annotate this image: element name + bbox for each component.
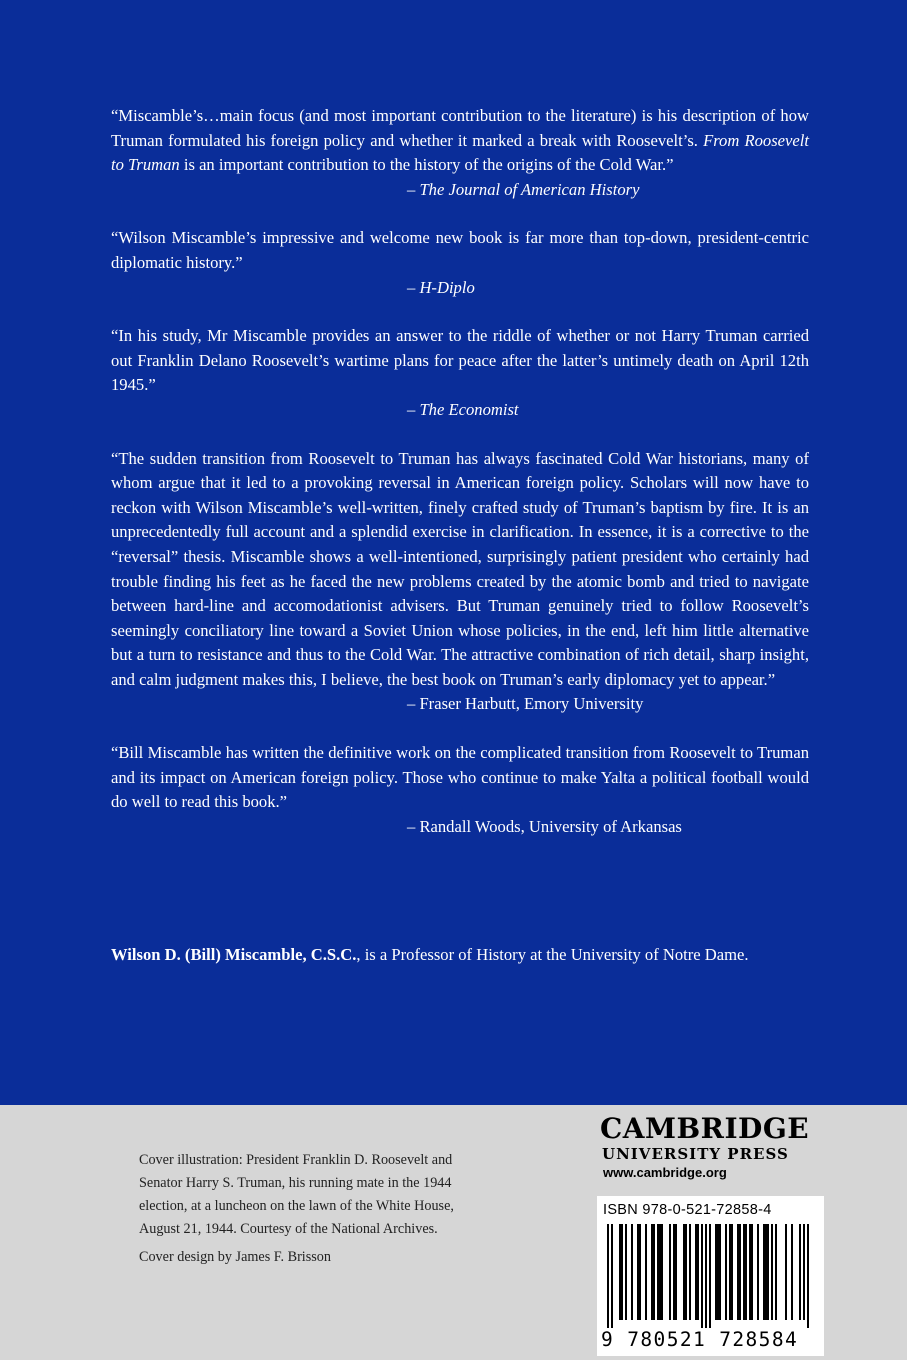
review-text: “In his study, Mr Miscamble provides an answer to the riddle of whether or not Harry Truman carried out Franklin Delano Roosevelt’s wartime plans for peace after the latter’s untimely death on April 12th 1945.”	[111, 326, 809, 395]
review-quote	[111, 741, 809, 839]
review-source: – Fraser Harbutt, Emory University	[407, 694, 644, 714]
review-text: “Wilson Miscamble’s impressive and welcome new book is far more than top-down, president-centric diplomatic history.”	[111, 228, 809, 272]
publisher-press: UNIVERSITY PRESS	[602, 1145, 789, 1163]
review-source: – Randall Woods, University of Arkansas	[407, 816, 682, 836]
review-text: “Bill Miscamble has written the definitive work on the complicated transition from Roosevelt to Truman and its impact on American foreign policy. Those who continue to make Yalta a political football would do well to read this book.”	[111, 743, 809, 812]
review-quote	[111, 324, 809, 422]
review-quote	[111, 104, 809, 202]
author-name: Wilson D. (Bill) Miscamble, C.S.C.	[111, 945, 357, 964]
author-bio-text: , is a Professor of History at the University of Notre Dame.	[356, 945, 749, 964]
review-source: – H-Diplo	[407, 277, 475, 297]
back-cover-lower	[0, 1105, 907, 1360]
cover-illustration-credit: Cover illustration: President Franklin D. Roosevelt and Senator Harry S. Truman, his running mate in the 1944 election, at a luncheon on the lawn of the White House, August 21, 1944. Courtesy of the National Archives.	[139, 1152, 454, 1237]
publisher-url: www.cambridge.org	[603, 1165, 727, 1180]
review-source: – The Economist	[407, 399, 519, 419]
barcode-digits: 9 780521 728584	[601, 1328, 799, 1351]
cover-design-credit: Cover design by James F. Brisson	[139, 1249, 331, 1265]
publisher-logo	[600, 1113, 825, 1183]
review-quote	[111, 447, 809, 718]
review-quote	[111, 226, 809, 300]
author-bio	[111, 943, 831, 967]
isbn-label: ISBN 978-0-521-72858-4	[603, 1202, 772, 1218]
review-quotes	[111, 104, 809, 863]
publisher-name: CAMBRIDGE	[600, 1112, 810, 1145]
review-text: “The sudden transition from Roosevelt to Truman has always fascinated Cold War historians, many of whom argue that it led to a provoking reversal in American foreign policy. Scholars will now have to reckon with Wilson Miscamble’s well-written, finely crafted study of Truman’s baptism by fire. It is an unprecedentedly full account and a splendid exercise in clarification. In essence, it is a corrective to the “reversal” thesis. Miscamble shows a well-intentioned, surprisingly patient president who certainly had trouble finding his feet as he faced the new problems created by the atomic bomb and tried to navigate between hard-line and accomodationist advisers. But Truman genuinely tried to follow Roosevelt’s seemingly conciliatory line toward a Soviet Union whose policies, in the end, left him little alternative but a turn to resistance and thus to the Cold War. The attractive combination of rich detail, sharp insight, and calm judgment makes this, I believe, the best book on Truman’s early diplomacy yet to appear.”	[111, 448, 809, 689]
review-source: – The Journal of American History	[407, 179, 640, 199]
barcode-bars	[603, 1224, 818, 1328]
review-text: “Miscamble’s…main focus (and most important contribution to the literature) is his description of how Truman formulated his foreign policy and whether it marked a break with Roosevelt’s. From Roosevelt to Truman is an important contribution to the history of the origins of the Cold War.”	[111, 106, 809, 175]
isbn-barcode	[597, 1196, 824, 1356]
